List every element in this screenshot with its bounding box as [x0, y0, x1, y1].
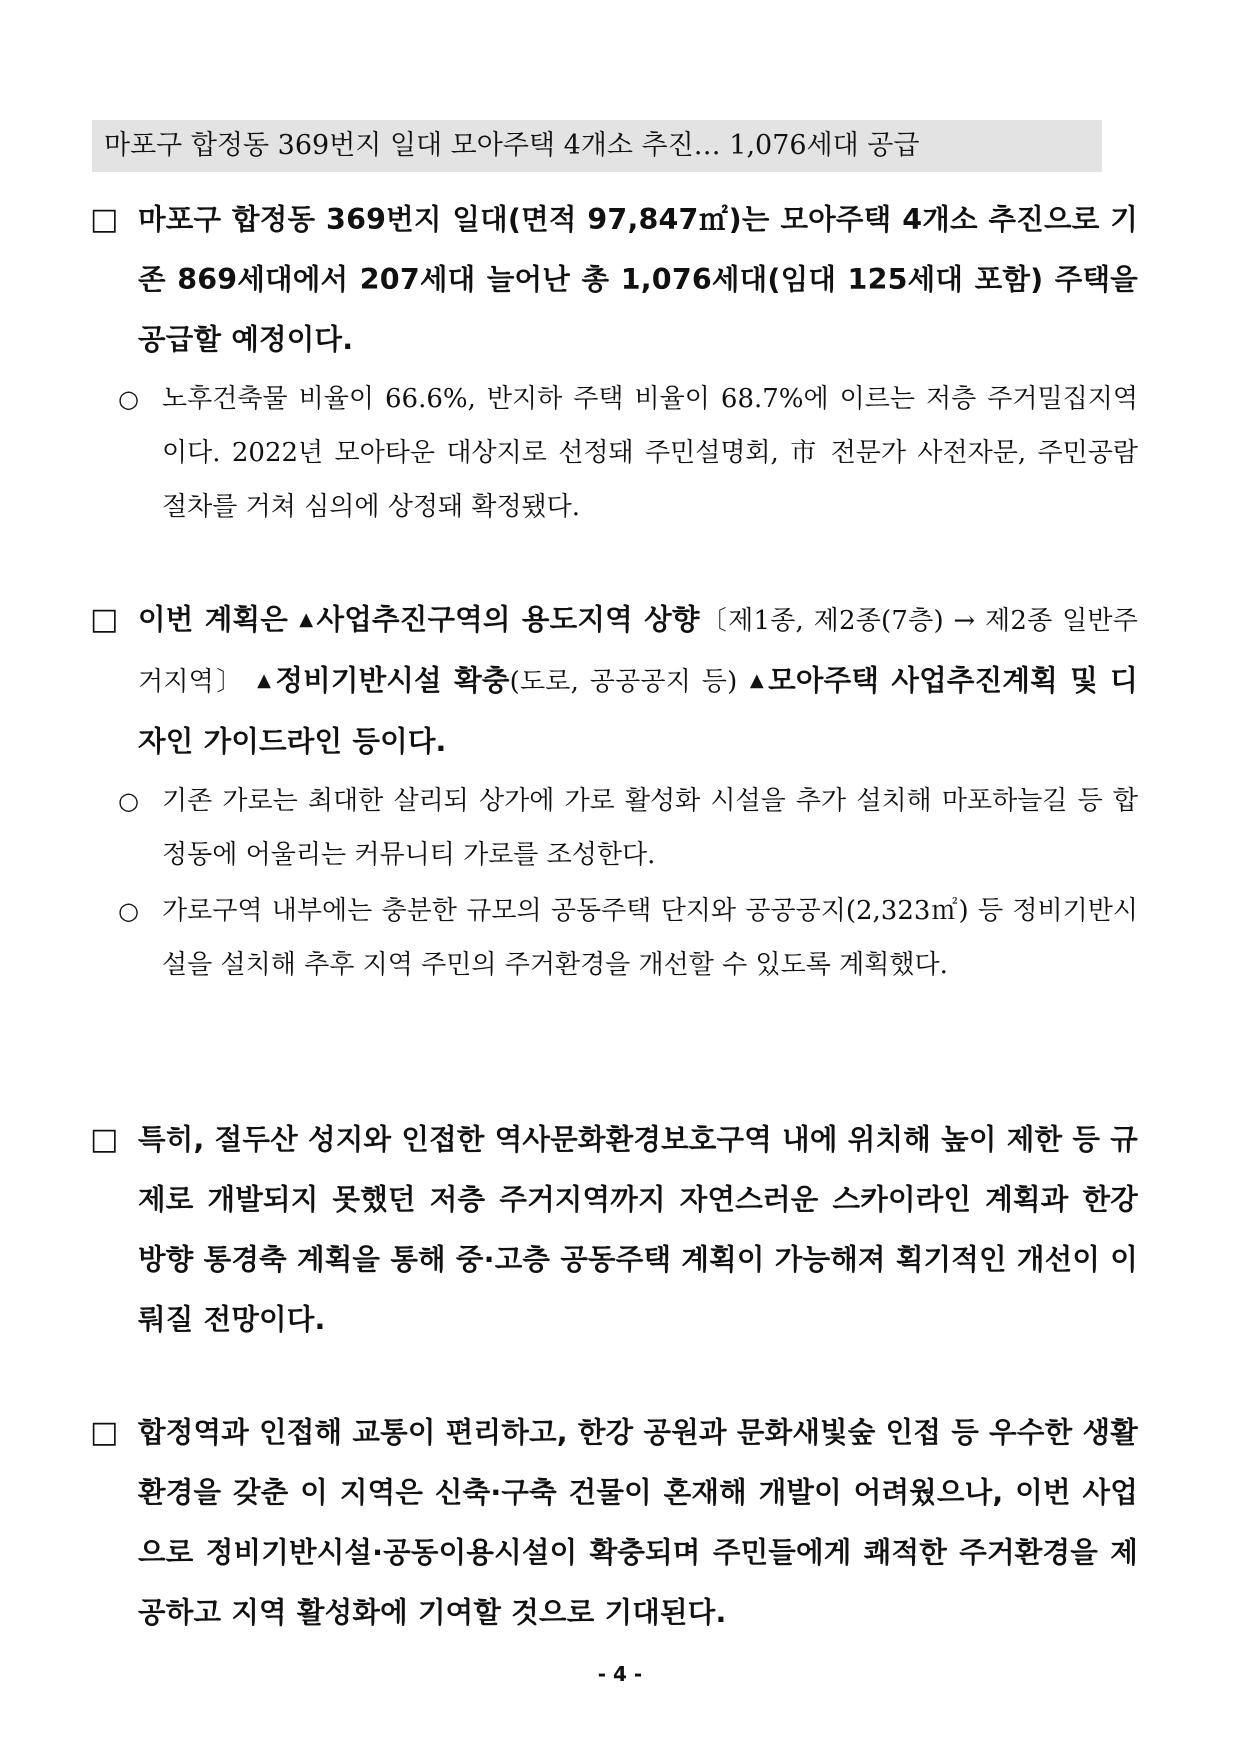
section-2-item-2: 정비기반시설 확충	[275, 664, 510, 697]
circle-bullet-icon: ○	[118, 385, 139, 413]
section-3-main-text: 특히, 절두산 성지와 인접한 역사문화환경보호구역 내에 위치해 높이 제한 등 규제로 개발되지 못했던 저층 주거지역까지 자연스러운 스카이라인 계획과 한강 방향 통경축 계획을 통해 중·고층 공동주택 계획이 가능해져 획기적인 개선이 이뤄질 전망이다.	[138, 1123, 1138, 1336]
section-4-main-text: 합정역과 인접해 교통이 편리하고, 한강 공원과 문화새빛숲 인접 등 우수한 생활환경을 갖춘 이 지역은 신축·구축 건물이 혼재해 개발이 어려웠으나, 이번 사업으로 정비기반시설·공동이용시설이 확충되며 주민들에게 쾌적한 주거환경을 제공하고 지역 활성화에 기여할 것으로 기대된다.	[138, 1416, 1138, 1629]
section-2-sub-1	[90, 774, 1150, 882]
section-2-sub-1-text: 기존 가로는 최대한 살리되 상가에 가로 활성화 시설을 추가 설치해 마포하늘길 등 합정동에 어울리는 커뮤니티 가로를 조성한다.	[162, 786, 1138, 870]
section-1-sub-1-text: 노후건축물 비율이 66.6%, 반지하 주택 비율이 68.7%에 이르는 저층 주거밀집지역이다. 2022년 모아타운 대상지로 선정돼 주민설명회, 市 전문가 사전자문, 주민공람 절차를 거쳐 심의에 상정돼 확정됐다.	[162, 384, 1138, 522]
section-2-sub-2-text: 가로구역 내부에는 충분한 규모의 공동주택 단지와 공공공지(2,323㎡) 등 정비기반시설을 설치해 추후 지역 주민의 주거환경을 개선할 수 있도록 계획했다.	[162, 896, 1138, 980]
section-1-main	[90, 190, 1150, 370]
square-bullet-icon: □	[90, 1415, 119, 1450]
triangle-bullet-icon: ▲	[299, 609, 315, 630]
square-bullet-icon: □	[90, 1122, 119, 1157]
section-2-item-1: 사업추진구역의 용도지역 상향	[316, 603, 700, 636]
section-2-main	[90, 590, 1150, 772]
triangle-bullet-icon: ▲	[257, 670, 274, 691]
square-bullet-icon: □	[90, 202, 119, 237]
square-bullet-icon: □	[90, 602, 119, 637]
section-3	[90, 1110, 1150, 1350]
section-2	[90, 590, 1150, 992]
circle-bullet-icon: ○	[118, 787, 139, 815]
triangle-bullet-icon: ▲	[749, 670, 767, 691]
section-2-item-1-note: 〔제1종, 제2종(7층) → 제2종 일반주거지역〕	[138, 606, 1139, 697]
section-4	[90, 1403, 1150, 1643]
section-2-item-2-note: (도로, 공공공지 등)	[509, 667, 738, 697]
section-2-lead: 이번 계획은	[138, 603, 288, 636]
section-1-main-text: 마포구 합정동 369번지 일대(면적 97,847㎡)는 모아주택 4개소 추진으로 기존 869세대에서 207세대 늘어난 총 1,076세대(임대 125세대 포함) 주택을 공급할 예정이다.	[138, 203, 1138, 356]
headline-box: 마포구 합정동 369번지 일대 모아주택 4개소 추진… 1,076세대 공급	[92, 120, 1102, 172]
section-4-main	[90, 1403, 1150, 1643]
section-2-item-3: 모아주택 사업추진계획 및 디자인 가이드라인 등이다.	[138, 664, 1139, 758]
section-1	[90, 190, 1150, 534]
page-number: - 4 -	[597, 1662, 643, 1686]
section-3-main	[90, 1110, 1150, 1350]
section-2-sub-2	[90, 884, 1150, 992]
section-2-main-text	[138, 590, 1138, 772]
circle-bullet-icon: ○	[118, 897, 139, 925]
section-1-sub-1	[90, 372, 1150, 534]
